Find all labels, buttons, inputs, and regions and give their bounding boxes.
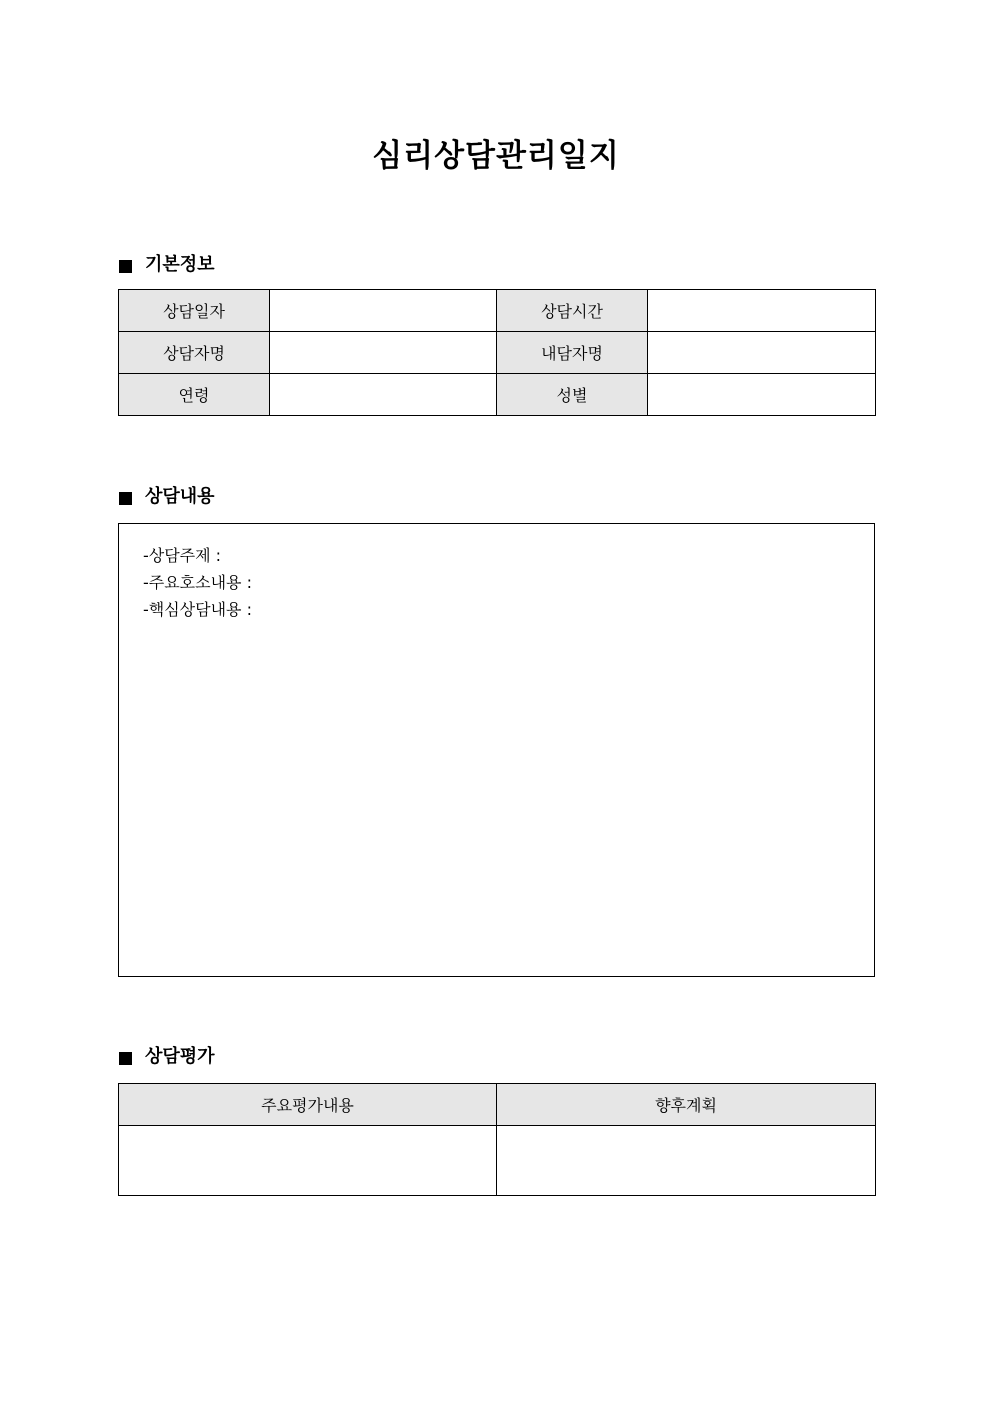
document-title: 심리상담관리일지 (372, 138, 620, 174)
square-bullet-icon (119, 1052, 132, 1065)
section-heading-content (119, 485, 215, 509)
table-header-row (119, 1084, 876, 1126)
label-cell: 상담일자 (119, 290, 270, 332)
table-row (119, 374, 876, 416)
content-line-core-content: -핵심상담내용 : (143, 600, 252, 619)
consultation-date-field[interactable] (270, 290, 497, 332)
content-lines (143, 542, 252, 623)
label-cell: 연령 (119, 374, 270, 416)
counselor-name-field[interactable] (270, 332, 497, 374)
label-cell: 성별 (497, 374, 648, 416)
square-bullet-icon (119, 492, 132, 505)
label-cell: 상담자명 (119, 332, 270, 374)
content-line-topic: -상담주제 : (143, 546, 222, 565)
age-field[interactable] (270, 374, 497, 416)
label-cell: 상담시간 (497, 290, 648, 332)
future-plan-field[interactable] (497, 1126, 876, 1196)
table-row (119, 332, 876, 374)
consultation-time-field[interactable] (648, 290, 876, 332)
table-row (119, 1126, 876, 1196)
main-evaluation-field[interactable] (119, 1126, 497, 1196)
section-heading-evaluation (119, 1045, 215, 1069)
column-header: 향후계획 (497, 1084, 876, 1126)
square-bullet-icon (119, 260, 132, 273)
label-cell: 내담자명 (497, 332, 648, 374)
content-line-main-complaint: -주요호소내용 : (143, 573, 252, 592)
client-name-field[interactable] (648, 332, 876, 374)
section-title: 상담평가 (145, 1046, 215, 1067)
section-title: 기본정보 (145, 254, 215, 275)
section-heading-basic-info (119, 253, 215, 277)
consultation-content-box[interactable] (118, 523, 875, 977)
gender-field[interactable] (648, 374, 876, 416)
evaluation-table (118, 1083, 876, 1196)
column-header: 주요평가내용 (119, 1084, 497, 1126)
table-row (119, 290, 876, 332)
basic-info-table (118, 289, 876, 416)
section-title: 상담내용 (145, 486, 215, 507)
